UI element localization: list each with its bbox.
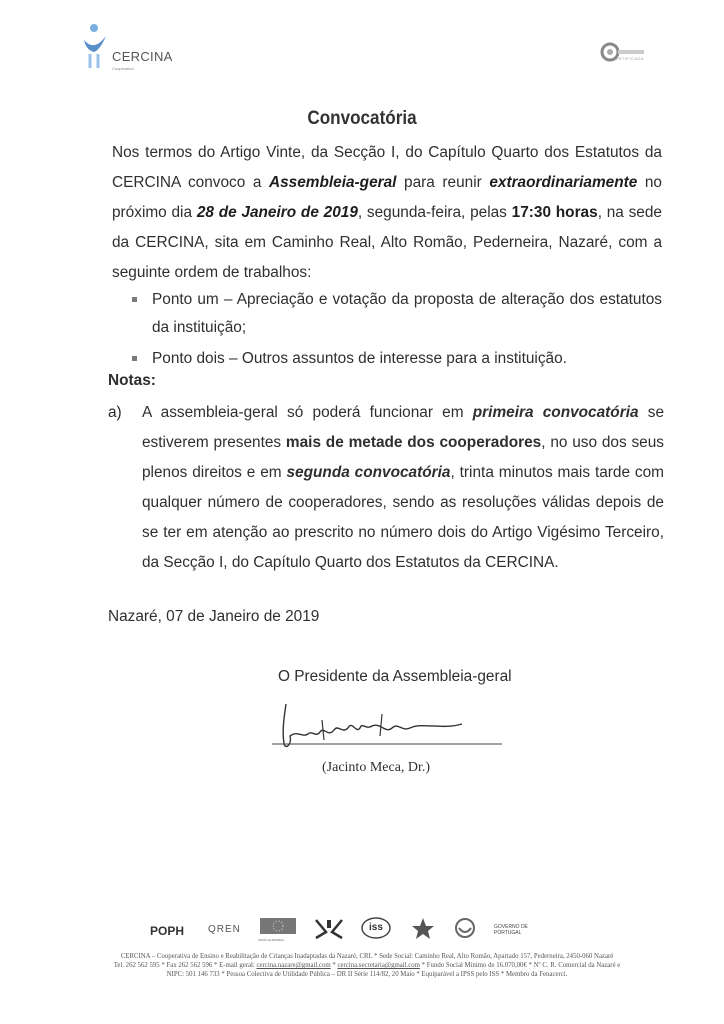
signatory-name: (Jacinto Meca, Dr.) (322, 760, 431, 775)
org-tagline: Cooperativa (112, 66, 134, 71)
eu-logo (258, 916, 298, 944)
signatory-title: O Presidente da Assembleia-geral (278, 668, 512, 685)
certification-logo (600, 40, 648, 68)
bullet-square-icon (132, 356, 137, 361)
footer-line-2 (100, 961, 634, 970)
bullet-square-icon (132, 297, 137, 302)
certification-mark-icon (600, 40, 648, 68)
intro-text-2: para reunir (396, 174, 490, 191)
iefp-logo (408, 916, 438, 944)
footer-legal-text (100, 952, 634, 979)
fund-emblem-icon (312, 916, 346, 942)
intro-text-5: , na sede da CERCINA, sita em Caminho Real, Alto Romão, Pederneira, Nazaré, com a seguinte ordem de trabalhos: (112, 204, 662, 281)
footer-email-secretary[interactable]: cercina.secretaria@gmail.com (337, 962, 420, 969)
iss-logo-text: iss (369, 922, 383, 933)
note-a-text-1: A assembleia-geral só poderá funcionar em (142, 404, 473, 421)
footer-line-3: NIPC: 501 146 733 * Pessoa Colectiva de Utilidade Pública – DR II Série 114/82, 20 Maio * Equiparável a IPSS pelo ISS * Membro da Fenacerci. (166, 971, 568, 978)
agenda-item-text: Ponto um – Apreciação e votação da proposta de alteração dos estatutos da instituição; (152, 291, 662, 336)
poph-logo-text: POPH (150, 924, 185, 938)
intro-bold-extraordinary: extraordinariamente (489, 174, 638, 191)
government-logo (494, 916, 552, 944)
agenda-item (112, 286, 662, 342)
note-a-text-3: , no uso dos seus plenos direitos e em (142, 434, 664, 481)
intro-text-4: , segunda-feira, pelas (357, 204, 512, 221)
intro-text-3: no próximo dia (112, 174, 662, 221)
circle-mark-icon (450, 916, 480, 940)
note-a-text-2: se estiverem presentes (142, 404, 665, 451)
intro-paragraph (112, 138, 662, 288)
note-a-label: a) (108, 404, 122, 421)
notes-heading: Notas: (108, 372, 156, 389)
agenda-item-text: Ponto dois – Outros assuntos de interesse para a instituição. (152, 350, 567, 367)
qren-logo (208, 916, 248, 944)
cercina-logo (82, 22, 182, 78)
page-title: Convocatória (307, 108, 417, 129)
intro-bold-assembly: Assembleia-geral (269, 174, 397, 191)
note-a-bold-first-call: primeira convocatória (472, 404, 639, 421)
poph-logo (150, 916, 198, 944)
footer-line-2-c: * Fundo Social Mínimo de 16.070,00€ * Nº C. R. Comercial da Nazaré e (419, 962, 621, 969)
fund-logo (312, 916, 346, 944)
note-a-bold-second-call: segunda convocatória (286, 464, 451, 481)
eu-flag-icon (258, 916, 298, 936)
footer-logos (150, 916, 610, 946)
note-a-text (142, 398, 664, 578)
intro-text-1: Nos termos do Artigo Vinte, da Secção I, do Capítulo Quarto dos Estatutos da CERCINA convoco a (112, 144, 662, 191)
certification-footer-logo (450, 916, 480, 944)
eu-logo-text: UNIÃO EUROPEIA (258, 938, 284, 942)
date-line: Nazaré, 07 de Janeiro de 2019 (108, 608, 320, 625)
footer-line-1: CERCINA – Cooperativa de Ensino e Reabilitação de Crianças Inadaptadas da Nazaré, CRL * Sede Social: Caminho Real, Alto Romão, Apartado 157, Pederneira, 2450-060 Nazaré (120, 953, 614, 960)
iss-logo (360, 916, 392, 944)
org-name: CERCINA (112, 49, 173, 64)
iefp-star-icon (408, 916, 438, 942)
intro-bold-time: 17:30 horas (511, 204, 598, 221)
agenda-list (112, 286, 662, 373)
footer-email-general[interactable]: cercina.nazare@gmail.com (256, 962, 331, 969)
qren-logo-text: QREN (208, 924, 241, 935)
footer-line-2-a: Tel. 262 562 595 * Fax 262 562 596 * E-mail geral: (113, 962, 257, 969)
handwritten-signature (262, 700, 512, 760)
agenda-item (112, 345, 662, 373)
government-logo-text: GOVERNO DE PORTUGAL (494, 924, 528, 936)
cercina-figure-icon (82, 22, 108, 68)
certification-caption: CERTIFICADA (612, 56, 645, 61)
intro-bold-date: 28 de Janeiro de 2019 (196, 204, 358, 221)
footer-line-2-b: * (330, 962, 338, 969)
note-a-text-4: , trinta minutos mais tarde com qualquer número de cooperadores, sendo as resoluções válidas depois de se ter em atenção ao prescrito no número dois do Artigo Vigésimo Terceiro, da Secção I, do Capítulo Quarto dos Estatutos da CERCINA. (142, 464, 664, 571)
note-a-bold-majority: mais de metade dos cooperadores (285, 434, 542, 451)
